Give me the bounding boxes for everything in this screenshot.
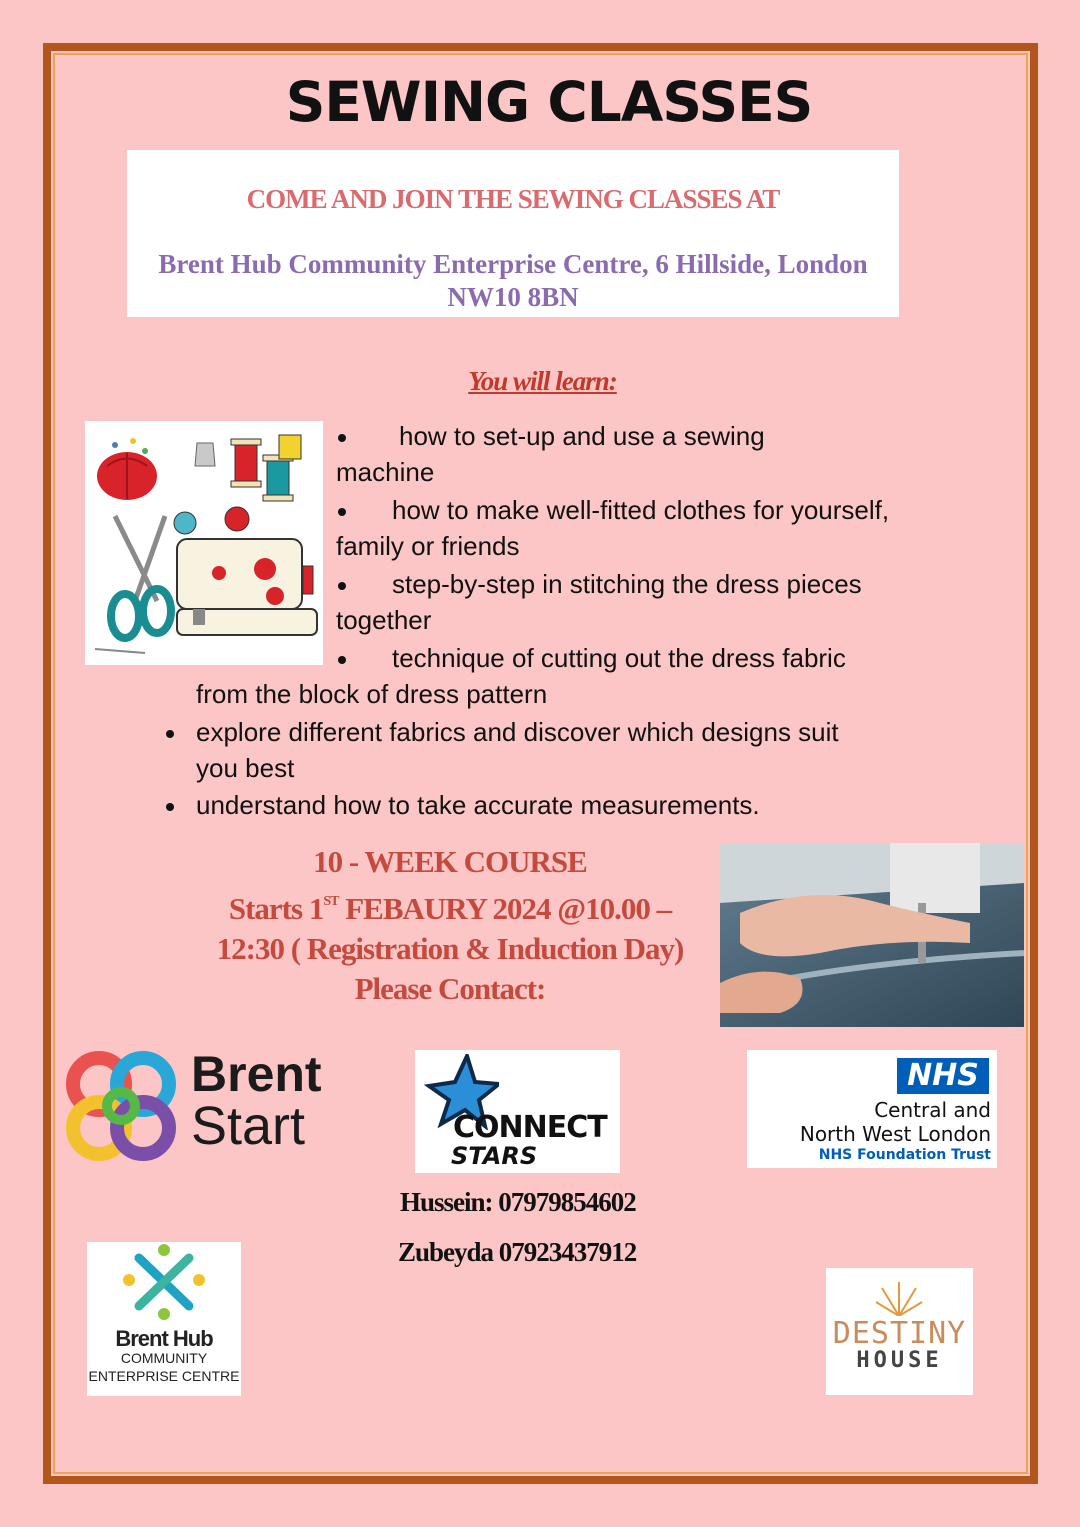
nhs-logo	[747, 1050, 997, 1168]
learn-item-6-line1: understand how to take accurate measurements.	[196, 790, 760, 820]
learn-item-4-line1: technique of cutting out the dress fabric	[392, 643, 846, 673]
course-start	[190, 882, 710, 929]
brent-start-line1: Brent	[191, 1046, 322, 1102]
contact-zubeyda: Zubeyda 07923437912	[398, 1237, 637, 1267]
contact-prompt: Please Contact:	[354, 971, 546, 1006]
sunburst-icon	[874, 1280, 924, 1316]
connect-stars-logo	[415, 1050, 620, 1173]
brent-hub-line2: COMMUNITY	[120, 1350, 208, 1366]
brent-start-logo	[63, 1048, 333, 1164]
nhs-badge: NHS	[897, 1058, 989, 1094]
course-details	[190, 842, 710, 1009]
learn-item-1-line1: how to set-up and use a sewing	[399, 421, 765, 451]
learn-item-2-line2: family or friends	[336, 531, 520, 561]
learn-item-3-line2: together	[336, 605, 432, 635]
venue-address-line2: NW10 8BN	[447, 282, 579, 312]
course-start-sup: ST	[323, 894, 339, 909]
nhs-line1: Central and	[874, 1098, 991, 1122]
destiny-house-line1: DESTINY	[832, 1316, 967, 1351]
brent-start-icon	[63, 1048, 179, 1164]
venue-address-line1: Brent Hub Community Enterprise Centre, 6 Hillside, London	[158, 249, 868, 279]
learn-item-5-line2: you best	[196, 753, 295, 783]
learn-item-4-line2: from the block of dress pattern	[196, 679, 548, 709]
learn-heading: You will learn:	[468, 366, 617, 396]
bullet-dot	[338, 434, 346, 442]
bullet-dot	[338, 656, 346, 664]
venue-intro: COME AND JOIN THE SEWING CLASSES AT	[246, 184, 780, 214]
brent-hub-line3: ENTERPRISE CENTRE	[88, 1368, 240, 1384]
venue-box	[127, 150, 899, 317]
destiny-house-logo	[826, 1268, 973, 1395]
course-duration: 10 - WEEK COURSE	[313, 844, 587, 879]
bullet-dot	[338, 508, 346, 516]
learn-item-2-line1: how to make well-fitted clothes for yourself,	[392, 495, 890, 525]
bullet-dot	[338, 582, 346, 590]
learn-item-3-line1: step-by-step in stitching the dress pieces	[392, 569, 862, 599]
connect-stars-line2: STARS	[451, 1142, 538, 1170]
nhs-line2: North West London	[799, 1122, 991, 1146]
brent-start-line2: Start	[191, 1096, 306, 1156]
contact-hussein: Hussein: 07979854602	[400, 1187, 636, 1217]
brent-hub-logo	[87, 1242, 241, 1396]
nhs-line3: NHS Foundation Trust	[818, 1147, 991, 1163]
venue-address	[137, 248, 889, 314]
brent-hub-line1: Brent Hub	[115, 1326, 213, 1351]
sewing-photo	[720, 843, 1024, 1027]
destiny-house-line2: HOUSE	[856, 1348, 943, 1373]
course-time: 12:30 ( Registration & Induction Day)	[216, 931, 684, 966]
connect-stars-line1: CONNECT	[453, 1110, 607, 1145]
course-start-rest: FEBAURY 2024 @10.00 –	[338, 891, 672, 926]
bullet-dot	[166, 730, 174, 738]
page-title: SEWING CLASSES	[285, 70, 813, 134]
learn-item-5-line1: explore different fabrics and discover which designs suit	[196, 717, 839, 747]
course-start-prefix: Starts 1	[228, 891, 324, 926]
bullet-dot	[166, 803, 174, 811]
learn-item-1-line2: machine	[336, 457, 435, 487]
brent-hub-icon	[119, 1244, 209, 1320]
sewing-clipart	[85, 421, 323, 665]
